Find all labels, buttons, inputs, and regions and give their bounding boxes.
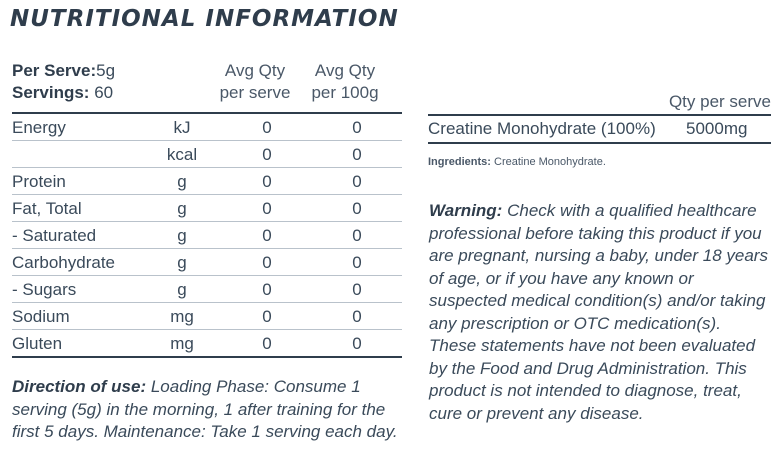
active-ingredient-name: Creatine Monohydrate (100%) (428, 119, 656, 138)
nutrient-per-100g: 0 (352, 199, 362, 218)
direction-of-use (12, 376, 404, 444)
nutrient-unit: mg (170, 334, 194, 353)
warning-label: Warning: (429, 201, 503, 220)
nutrient-per-serve: 0 (262, 118, 272, 137)
page-title: NUTRITIONAL INFORMATION (10, 6, 399, 32)
nutrient-per-serve: 0 (262, 334, 272, 353)
serving-info (12, 60, 115, 104)
active-ingredient-qty: 5000mg (686, 119, 748, 138)
nutrient-per-100g: 0 (352, 226, 362, 245)
per-serve-value: 5g (96, 61, 116, 80)
ingredients-label: Ingredients: (428, 156, 491, 168)
nutrient-per-serve: 0 (262, 307, 272, 326)
table-row (12, 168, 402, 195)
nutrient-per-100g: 0 (352, 145, 362, 164)
table-row (12, 195, 402, 222)
nutrient-unit: g (177, 253, 187, 272)
nutrient-per-100g: 0 (352, 172, 362, 191)
nutrient-per-100g: 0 (352, 118, 362, 137)
active-ingredient-row (428, 115, 771, 141)
nutrient-per-serve: 0 (262, 199, 272, 218)
column-header-per-serve: Avg Qty per serve (219, 61, 291, 102)
nutrient-name: Sodium (12, 307, 70, 326)
nutrient-name: Energy (12, 118, 66, 137)
nutrient-name: Fat, Total (12, 199, 82, 218)
nutrient-name: Carbohydrate (12, 253, 116, 272)
nutrient-per-serve: 0 (262, 253, 272, 272)
column-header-per-100g: Avg Qty per 100g (311, 61, 379, 102)
direction-label: Direction of use: (12, 377, 147, 396)
table-row (12, 114, 402, 141)
direction-text: Loading Phase: Consume 1 serving (5g) in the morning, 1 after training for the first 5 days. Maintenance: Take 1 serving each day. (12, 377, 398, 441)
nutrient-unit: g (177, 226, 187, 245)
per-serve-label: Per Serve: (12, 61, 97, 80)
table-row (12, 249, 402, 276)
table-row (12, 141, 402, 168)
nutrient-name: Gluten (12, 334, 63, 353)
table-bottom-rule (12, 356, 402, 358)
warning-text: Check with a qualified healthcare professional before taking this product if you are pregnant, nursing a baby, under 18 years of age, or if you have any known or suspected medical condition(s) and/or taking any prescription or OTC medication(s). These statements have not been evaluated by the Food and Drug Administration. This product is not intended to diagnose, treat, cure or prevent any disease. (429, 201, 768, 423)
table-row (12, 330, 402, 356)
servings-value: 60 (94, 83, 114, 102)
nutrient-name: - Sugars (12, 280, 77, 299)
nutrient-per-serve: 0 (262, 280, 272, 299)
nutrient-name: Protein (12, 172, 66, 191)
ingredients (428, 156, 606, 168)
nutrient-unit: kJ (173, 118, 191, 137)
active-bottom-rule (428, 142, 771, 144)
servings-label: Servings: (12, 83, 90, 102)
nutrient-name: - Saturated (12, 226, 97, 245)
nutrient-per-100g: 0 (352, 307, 362, 326)
nutrient-per-100g: 0 (352, 253, 362, 272)
nutrient-unit: mg (170, 307, 194, 326)
ingredients-text: Creatine Monohydrate. (490, 156, 606, 168)
nutrient-unit: g (177, 199, 187, 218)
nutrient-unit: g (177, 172, 187, 191)
nutrient-per-100g: 0 (352, 280, 362, 299)
table-row (12, 303, 402, 330)
table-row (12, 222, 402, 249)
qty-per-serve-header: Qty per serve (668, 92, 771, 111)
nutrient-unit: g (177, 280, 187, 299)
table-row (12, 276, 402, 303)
warning (429, 200, 769, 425)
nutrient-unit: kcal (166, 145, 198, 164)
nutrient-per-serve: 0 (262, 226, 272, 245)
nutrient-per-serve: 0 (262, 172, 272, 191)
nutrient-per-serve: 0 (262, 145, 272, 164)
nutrient-per-100g: 0 (352, 334, 362, 353)
